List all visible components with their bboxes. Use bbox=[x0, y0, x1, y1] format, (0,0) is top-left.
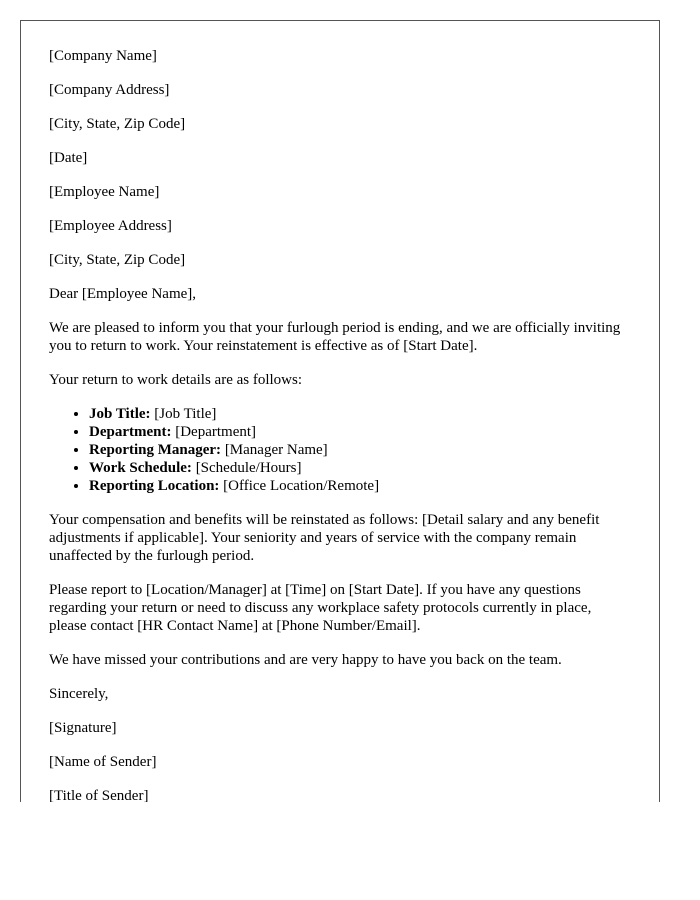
signature-placeholder: [Signature] bbox=[49, 720, 117, 736]
letter-date: [Date] bbox=[49, 150, 88, 166]
detail-item-job-title bbox=[89, 405, 631, 423]
detail-label: Reporting Location: bbox=[89, 478, 220, 494]
company-city-state-zip: [City, State, Zip Code] bbox=[49, 116, 186, 132]
letter-page bbox=[20, 20, 660, 802]
detail-value: [Manager Name] bbox=[221, 442, 328, 458]
employee-address: [Employee Address] bbox=[49, 218, 172, 234]
signoff: Sincerely, bbox=[49, 686, 109, 702]
employee-city-state-zip: [City, State, Zip Code] bbox=[49, 252, 186, 268]
detail-label: Reporting Manager: bbox=[89, 442, 222, 458]
details-intro: Your return to work details are as follows: bbox=[49, 372, 303, 388]
detail-value: [Schedule/Hours] bbox=[191, 460, 302, 476]
detail-label: Department: bbox=[89, 424, 172, 440]
detail-label: Job Title: bbox=[89, 406, 151, 422]
detail-item-reporting-location bbox=[89, 477, 631, 495]
company-name: [Company Name] bbox=[49, 48, 157, 64]
instructions-paragraph: Please report to [Location/Manager] at [Time] on [Start Date]. If you have any questions regarding your return or need to discuss any workplace safety protocols currently in place, please contact [HR Contact Name] at [Phone Number/Email]. bbox=[49, 582, 592, 634]
return-details-list bbox=[49, 405, 631, 495]
company-address: [Company Address] bbox=[49, 82, 170, 98]
sender-name: [Name of Sender] bbox=[49, 754, 157, 770]
detail-label: Work Schedule: bbox=[89, 460, 192, 476]
detail-value: [Job Title] bbox=[150, 406, 217, 422]
detail-item-work-schedule bbox=[89, 459, 631, 477]
compensation-paragraph: Your compensation and benefits will be reinstated as follows: [Detail salary and any benefit adjustments if applicable]. Your seniority and years of service with the company remain unaffected by the furlough period. bbox=[49, 512, 600, 564]
detail-value: [Office Location/Remote] bbox=[219, 478, 380, 494]
detail-value: [Department] bbox=[171, 424, 257, 440]
salutation: Dear [Employee Name], bbox=[49, 286, 197, 302]
closing-note: We have missed your contributions and are very happy to have you back on the team. bbox=[49, 652, 562, 668]
detail-item-reporting-manager bbox=[89, 441, 631, 459]
intro-paragraph: We are pleased to inform you that your furlough period is ending, and we are officially inviting you to return to work. Your reinstatement is effective as of [Start Date]. bbox=[49, 320, 621, 354]
detail-item-department bbox=[89, 423, 631, 441]
sender-title: [Title of Sender] bbox=[49, 788, 149, 802]
employee-name: [Employee Name] bbox=[49, 184, 160, 200]
